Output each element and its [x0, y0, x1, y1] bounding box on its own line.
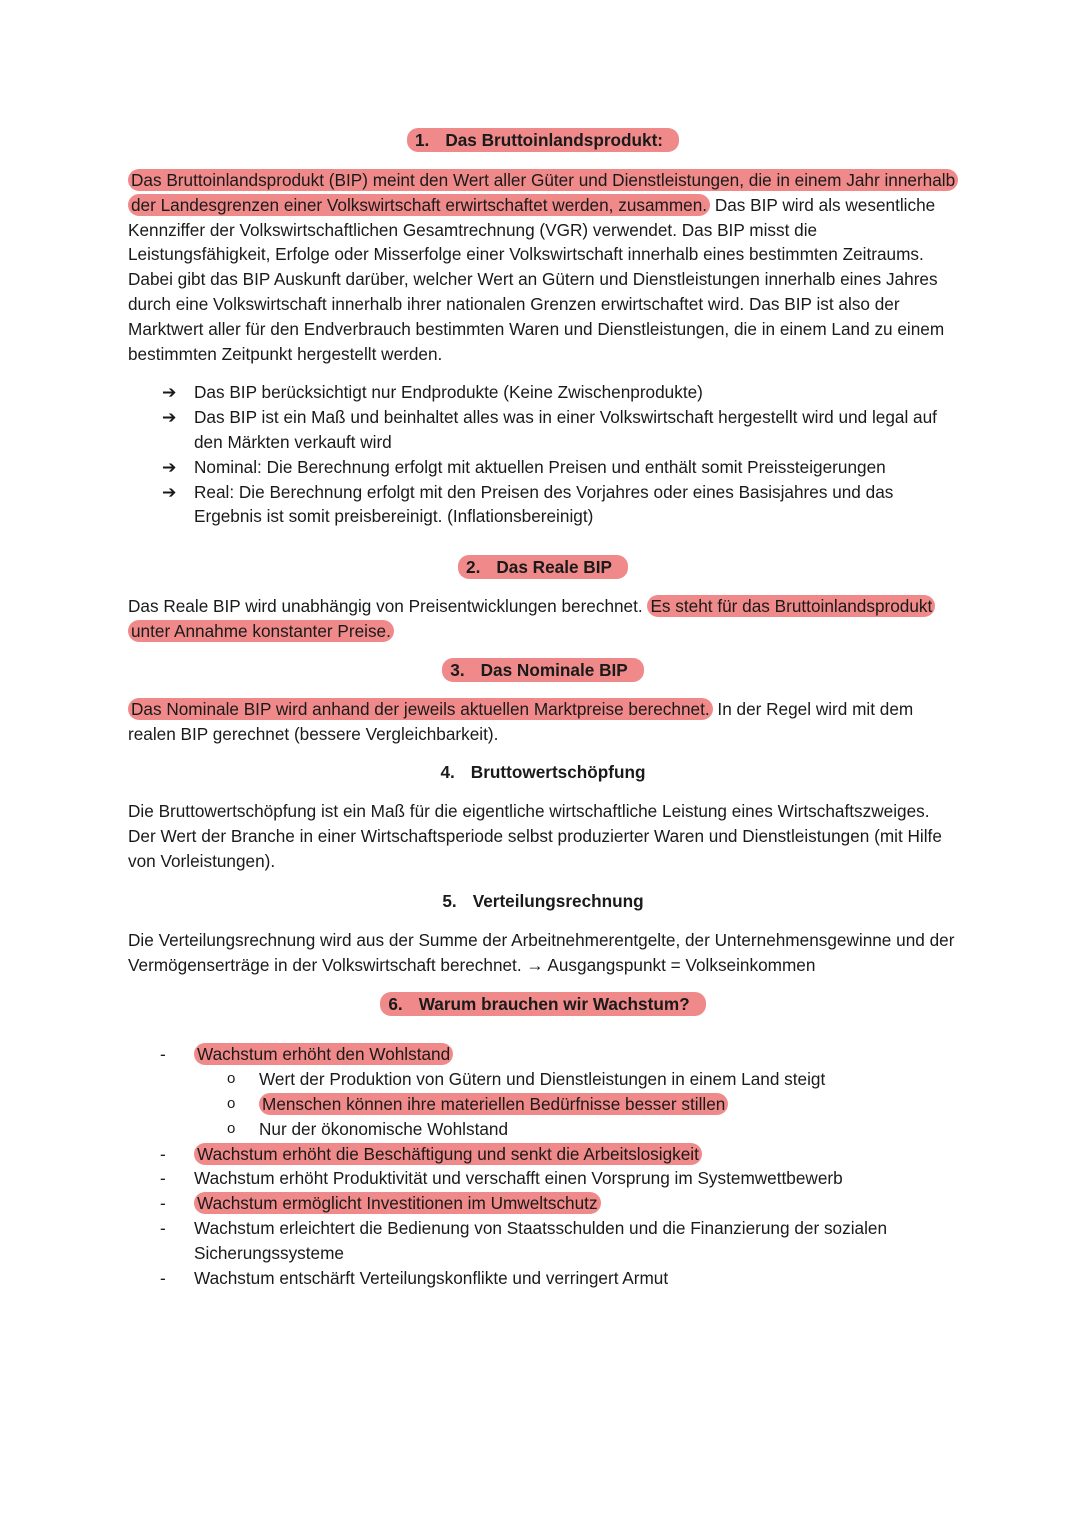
- arrow-icon: ➔: [162, 456, 177, 477]
- dash-marker: -: [160, 1044, 166, 1065]
- list-item-text: Nominal: Die Berechnung erfolgt mit aktuellen Preisen und enthält somit Preissteigerungen: [194, 456, 886, 477]
- paragraph-verteilungsrechnung: Die Verteilungsrechnung wird aus der Summe der Arbeitnehmerentgelte, der Unternehmensgewinne und der Vermögenserträge in der Volkswirtschaft berechnet. → Ausgangspunkt = Volkseinkommen: [128, 929, 955, 975]
- heading-text: Bruttowertschöpfung: [470, 762, 646, 783]
- paragraph-text: Das BIP wird als wesentliche Kennziffer der Volkswirtschaftlichen Gesamtrechnung (VGR) verwendet. Das BIP misst die Leistungsfähigkeit, Erfolge oder Misserfolge einer Volkswirtschaft innerhalb eines bestimmten Zeitraums. Dabei gibt das BIP Auskunft darüber, welcher Wert an Gütern und Dienstleistungen innerhalb eines Jahres durch eine Volkswirtschaft innerhalb ihrer nationalen Grenzen erwirtschaftet wird. Das BIP ist also der Marktwert aller für den Endverbrauch bestimmten Waren und Dienstleistungen, die in einem Land zu einem bestimmten Zeitpunkt hergestellt werden.: [128, 194, 945, 364]
- circle-bullet-icon: o: [227, 1119, 236, 1137]
- list-item-text: Das BIP berücksichtigt nur Endprodukte (Keine Zwischenprodukte): [194, 382, 703, 403]
- heading-warum-wachstum: [128, 992, 958, 1016]
- heading-number: 2.: [466, 557, 481, 578]
- sub-list-item: [227, 1117, 958, 1142]
- list-item-text: Nur der ökonomische Wohlstand: [259, 1118, 509, 1139]
- paragraph-nominale-bip: [128, 697, 958, 747]
- heading-verteilungsrechnung: [128, 889, 958, 913]
- heading-wrap: [442, 889, 643, 913]
- heading-text: Das Nominale BIP: [480, 659, 628, 680]
- list-item: [160, 1191, 958, 1216]
- heading-bruttoinlandsprodukt: [128, 128, 958, 152]
- highlighted-text: Wachstum erhöht die Beschäftigung und senkt die Arbeitslosigkeit: [194, 1143, 702, 1165]
- highlighted-text: Das Bruttoinlandsprodukt (BIP) meint den Wert aller Güter und Dienstleistungen, die in einem Jahr innerhalb der Landesgrenzen einer Volkswirtschaft erwirtschaftet werden, zusammen.: [128, 169, 958, 216]
- highlighted-text: Das Nominale BIP wird anhand der jeweils aktuellen Marktpreise berechnet.: [128, 698, 713, 720]
- heading-highlight: [407, 128, 679, 152]
- paragraph-text: In der Regel wird mit dem realen BIP gerechnet (bessere Vergleichbarkeit).: [128, 698, 914, 744]
- heading-number: 3.: [450, 659, 465, 680]
- dash-marker: -: [160, 1143, 166, 1164]
- heading-text: Das Bruttoinlandsprodukt:: [445, 130, 664, 150]
- heading-nominale-bip: [128, 658, 958, 682]
- list-item-text: Wachstum erhöht Produktivität und verschafft einen Vorsprung im Systemwettbewerb: [194, 1168, 843, 1189]
- sub-list-item: [227, 1092, 958, 1117]
- list-item: [162, 455, 958, 480]
- heading-text: Warum brauchen wir Wachstum?: [418, 994, 690, 1015]
- sub-list-item: [227, 1067, 958, 1092]
- highlighted-text: Wachstum ermöglicht Investitionen im Umweltschutz: [194, 1192, 601, 1214]
- list-item-text: Wert der Produktion von Gütern und Dienstleistungen in einem Land steigt: [259, 1069, 826, 1090]
- list-item: [160, 1142, 958, 1167]
- list-item: [160, 1216, 958, 1266]
- list-item-text: Real: Die Berechnung erfolgt mit den Preisen des Vorjahres oder eines Basisjahres und das Ergebnis ist somit preisbereinigt. (Inflationsbereinigt): [194, 481, 894, 527]
- highlighted-text: Es steht für das Bruttoinlandsprodukt unter Annahme konstanter Preise.: [128, 595, 935, 642]
- heading-highlight: [442, 658, 643, 682]
- list-item: [162, 480, 958, 530]
- paragraph-reale-bip: [128, 594, 958, 644]
- wohlstand-sublist: [194, 1067, 958, 1141]
- heading-text: Verteilungsrechnung: [472, 890, 644, 911]
- list-item: [160, 1042, 958, 1141]
- dash-marker: -: [160, 1217, 166, 1238]
- heading-number: 1.: [414, 130, 430, 150]
- list-item: [160, 1266, 958, 1291]
- document-content: [128, 128, 958, 1290]
- paragraph-bruttowertschoepfung: Die Bruttowertschöpfung ist ein Maß für die eigentliche wirtschaftliche Leistung eines Wirtschaftszweiges. Der Wert der Branche in einer Wirtschaftsperiode selbst produzierter Waren und Dienstleistungen (mit Hilfe von Vorleistungen).: [128, 801, 942, 871]
- wachstum-list: [128, 1042, 958, 1290]
- heading-highlight: [458, 555, 628, 579]
- dash-marker: -: [160, 1267, 166, 1288]
- heading-number: 4.: [440, 762, 455, 783]
- list-item-text: Das BIP ist ein Maß und beinhaltet alles was in einer Volkswirtschaft hergestellt wird und legal auf den Märkten verkauft wird: [194, 407, 937, 452]
- highlighted-text: Wachstum erhöht den Wohlstand: [194, 1043, 453, 1065]
- heading-wrap: [440, 760, 645, 784]
- heading-text: Das Reale BIP: [496, 557, 612, 578]
- dash-marker: -: [160, 1168, 166, 1189]
- dash-marker: -: [160, 1193, 166, 1214]
- highlighted-text: Menschen können ihre materiellen Bedürfnisse besser stillen: [259, 1093, 728, 1115]
- bip-bullet-list: [128, 380, 958, 529]
- paragraph-bip-definition: [128, 168, 958, 366]
- list-item: [162, 405, 958, 455]
- arrow-icon: ➔: [162, 407, 177, 428]
- heading-number: 6.: [388, 994, 403, 1015]
- heading-reale-bip: [128, 555, 958, 579]
- list-item: [160, 1166, 958, 1191]
- heading-highlight: [380, 992, 705, 1016]
- list-item-text: Wachstum entschärft Verteilungskonflikte und verringert Armut: [194, 1267, 669, 1288]
- paragraph-text: Das Reale BIP wird unabhängig von Preisentwicklungen berechnet.: [128, 596, 648, 617]
- circle-bullet-icon: o: [227, 1094, 236, 1112]
- arrow-icon: ➔: [162, 382, 177, 403]
- circle-bullet-icon: o: [227, 1070, 236, 1088]
- arrow-icon: ➔: [162, 481, 177, 502]
- heading-bruttowertschoepfung: [128, 760, 958, 784]
- list-item: [162, 380, 958, 405]
- list-item-text: Wachstum erleichtert die Bedienung von Staatsschulden und die Finanzierung der sozialen Sicherungssysteme: [194, 1217, 888, 1263]
- heading-number: 5.: [442, 890, 457, 911]
